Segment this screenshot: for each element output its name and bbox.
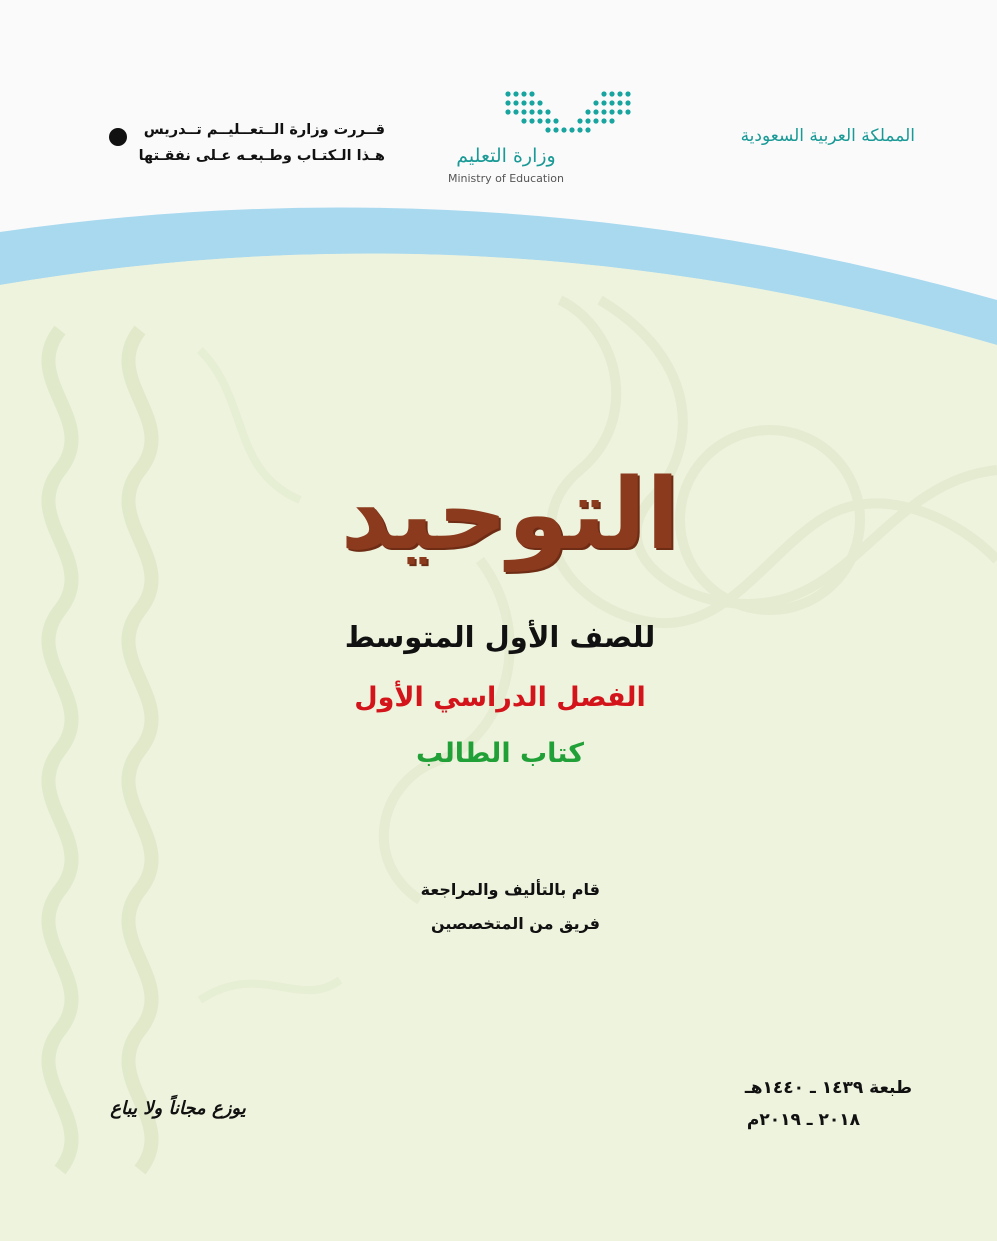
credits-line-2: فريق من المتخصصين (430, 914, 600, 933)
ministry-name-arabic: وزارة التعليم (456, 145, 556, 167)
book-title: التوحيد (340, 458, 680, 572)
credits (400, 873, 600, 941)
credits-line-1: قام بالتأليف والمراجعة (420, 880, 600, 899)
bullet-icon (109, 128, 127, 146)
ministry-name-english: Ministry of Education (447, 172, 564, 185)
kingdom-name: المملكة العربية السعودية (740, 126, 915, 146)
decree-line-2: هـذا الـكتـاب وطـبعـه عـلى نفقـتها (138, 148, 385, 164)
free-distribution-note: يوزع مجاناً ولا يباع (110, 1098, 246, 1119)
edition-hijri: طبعة ١٤٣٩ ـ ١٤٤٠هـ (744, 1078, 912, 1098)
grade-label: للصف الأول المتوسط (344, 620, 656, 654)
decree-line-1: قــررت وزارة الــتعــليــم تــدريس (143, 122, 385, 138)
edition-gregorian: ٢٠١٨ ـ ٢٠١٩م (746, 1110, 860, 1130)
edition-info (690, 1072, 912, 1136)
book-type-label: كتاب الطالب (416, 738, 584, 769)
semester-label: الفصل الدراسي الأول (354, 682, 646, 713)
ministry-decree (140, 117, 385, 169)
